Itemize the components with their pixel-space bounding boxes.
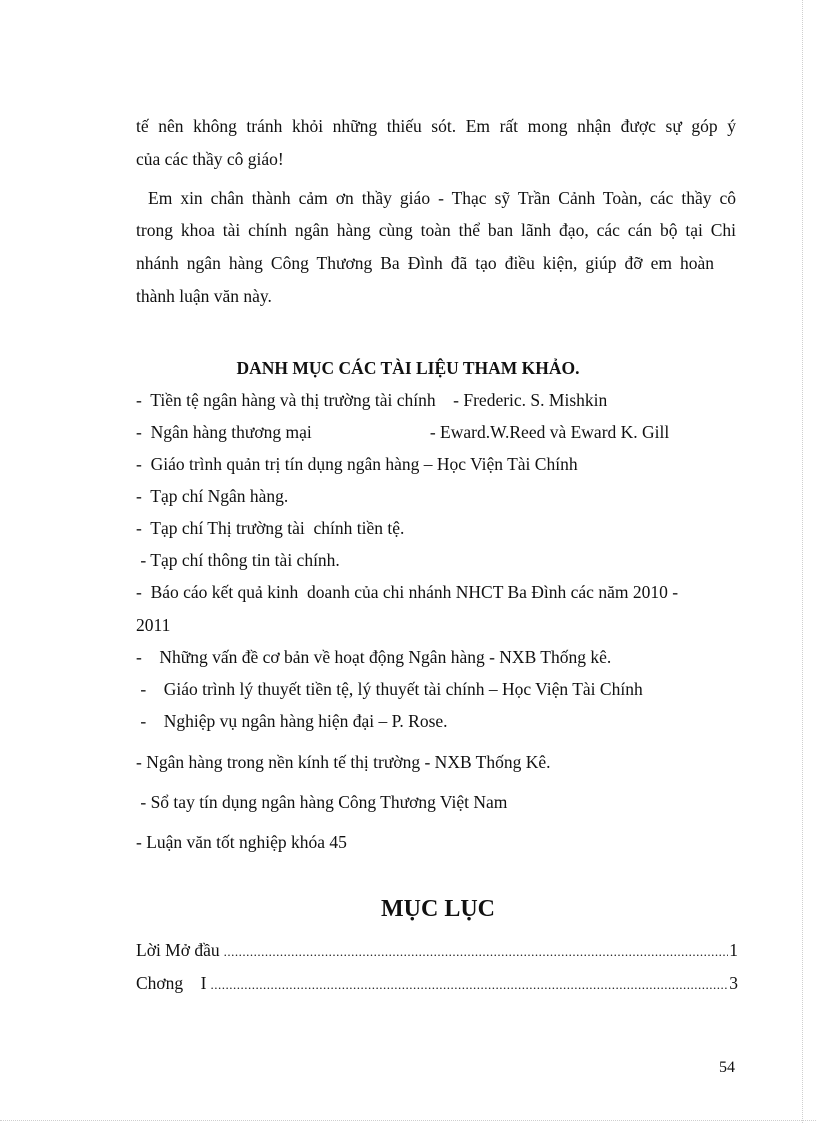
reference-item: - Tạp chí Thị trường tài chính tiền tệ. bbox=[136, 518, 405, 538]
references-heading: DANH MỤC CÁC TÀI LIỆU THAM KHẢO. bbox=[236, 358, 580, 378]
toc-entry[interactable] bbox=[136, 972, 738, 996]
reference-item: - Luận văn tốt nghiệp khóa 45 bbox=[136, 832, 347, 852]
paragraph-line: nhánh ngân hàng Công Thương Ba Đình đã tạo điều kiện, giúp đỡ em hoàn bbox=[136, 253, 714, 273]
paragraph-line: trong khoa tài chính ngân hàng cùng toàn thể ban lãnh đạo, các cán bộ tại Chi bbox=[136, 220, 736, 240]
paragraph-line: tế nên không tránh khỏi những thiếu sót. Em rất mong nhận được sự góp ý bbox=[136, 116, 736, 136]
reference-item: - Báo cáo kết quả kinh doanh của chi nhánh NHCT Ba Đình các năm 2010 - bbox=[136, 582, 679, 602]
reference-item: - Ngân hàng thương mại - Eward.W.Reed và Eward K. Gill bbox=[136, 422, 670, 442]
paragraph-line: của các thầy cô giáo! bbox=[136, 149, 284, 169]
page-border-bottom bbox=[0, 1120, 816, 1121]
reference-item: - Tiền tệ ngân hàng và thị trường tài chính - Frederic. S. Mishkin bbox=[136, 390, 608, 410]
reference-item: 2011 bbox=[136, 615, 171, 635]
reference-item: - Giáo trình lý thuyết tiền tệ, lý thuyết tài chính – Học Viện Tài Chính bbox=[136, 679, 643, 699]
toc-entry-page: 1 bbox=[729, 940, 738, 960]
toc-leader-dots bbox=[211, 974, 729, 996]
reference-item: - Ngân hàng trong nền kính tế thị trường - NXB Thống Kê. bbox=[136, 752, 551, 772]
reference-item: - Tạp chí Ngân hàng. bbox=[136, 486, 289, 506]
reference-item: - Tạp chí thông tin tài chính. bbox=[136, 550, 340, 570]
reference-item: - Những vấn đề cơ bản về hoạt động Ngân hàng - NXB Thống kê. bbox=[136, 647, 612, 667]
page-number: 54 bbox=[719, 1059, 735, 1076]
toc-entry[interactable] bbox=[136, 939, 738, 963]
paragraph-line: thành luận văn này. bbox=[136, 286, 272, 306]
reference-item: - Giáo trình quản trị tín dụng ngân hàng – Học Viện Tài Chính bbox=[136, 454, 578, 474]
toc-entry-page: 3 bbox=[729, 973, 738, 993]
toc-heading: MỤC LỤC bbox=[381, 896, 495, 922]
paragraph-line: Em xin chân thành cảm ơn thầy giáo - Thạc sỹ Trần Cảnh Toàn, các thầy cô bbox=[148, 188, 736, 208]
toc-entry-label: Chơng I bbox=[136, 973, 207, 993]
toc-leader-dots bbox=[224, 941, 729, 963]
toc-entry-label: Lời Mở đầu bbox=[136, 940, 220, 960]
reference-item: - Sổ tay tín dụng ngân hàng Công Thương Việt Nam bbox=[136, 792, 508, 812]
page-border-right bbox=[802, 0, 803, 1123]
reference-item: - Nghiệp vụ ngân hàng hiện đại – P. Rose. bbox=[136, 711, 448, 731]
